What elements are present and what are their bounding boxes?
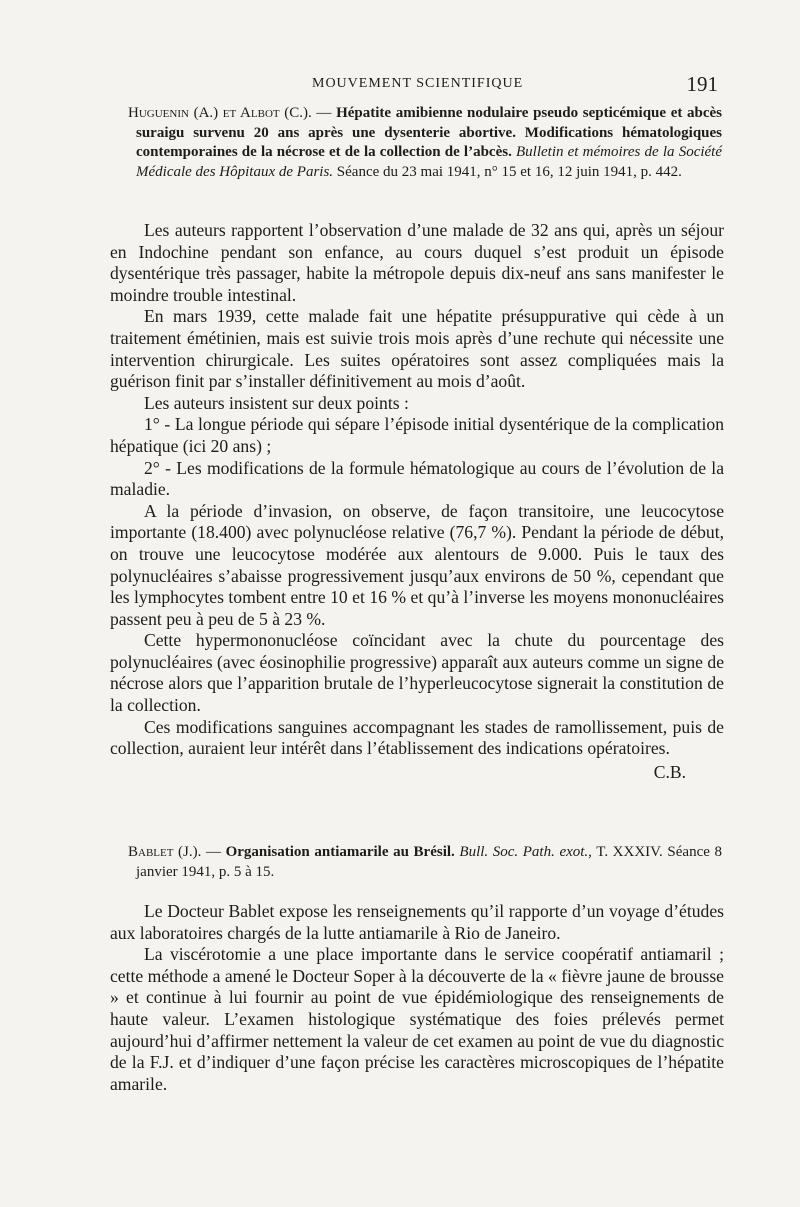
page-number: 191	[686, 72, 718, 96]
author-signature: C.B.	[653, 761, 686, 782]
running-header	[100, 72, 718, 94]
list-item: 1° - La longue période qui sépare l’épisode initial dysentérique de la complication hépatique (ici 20 ans) ;	[110, 414, 724, 456]
ref-details: Séance du 23 mai 1941, n° 15 et 16, 12 juin 1941, p. 442.	[333, 163, 682, 180]
ref-authors: Bablet (J.).	[128, 844, 202, 860]
ref-dash: —	[201, 844, 226, 860]
paragraph: Ces modifications sanguines accompagnant les stades de ramollissement, puis de collection, auraient leur intérêt dans l’établissement des indications opératoires.	[110, 716, 724, 759]
ref-journal: Bulletin et mémoires de la Société Médicale des Hôpitaux de Paris.	[136, 144, 723, 180]
list-item: 2° - Les modifications de la formule hématologique au cours de l’évolution de la maladie.	[110, 457, 724, 500]
paragraph: En mars 1939, cette malade fait une hépatite présuppurative qui cède à un traitement émétinien, mais est suivie trois mois après d’une rechute qui nécessite une intervention chirurgicale. Les suites opératoires sont assez compliquées mais la guérison finit par s’installer définitivement au mois d’août.	[110, 306, 724, 392]
paragraph: Cette hypermononucléose coïncidant avec la chute du pourcentage des polynucléaires (avec éosinophilie progressive) apparaît aux auteurs comme un signe de nécrose alors que l’apparition brutale de l’hyperleucocytose signerait la constitution de la collection.	[110, 630, 724, 716]
ref-details: T. XXXIV. Séance 8 janvier 1941, p. 5 à 15.	[136, 844, 722, 880]
paragraph: Les auteurs rapportent l’observation d’une malade de 32 ans qui, après un séjour en Indochine pendant son enfance, au cours duquel s’est produit un épisode dysentérique très passager, habite la métropole depuis dix-neuf ans sans manifester le moindre trouble intestinal.	[110, 220, 724, 305]
reference-bablet	[108, 843, 722, 882]
paragraph: Les auteurs insistent sur deux points :	[144, 392, 409, 413]
ref-title: Organisation antiamarile au Brésil.	[225, 844, 455, 860]
ref-title: Hépatite amibienne nodulaire pseudo septicémique et abcès suraigu survenu 20 ans après une dysenterie abortive. Modifications hématologiques contemporaines de la nécrose et de la collection de l’abcès.	[136, 105, 722, 161]
paragraph: A la période d’invasion, on observe, de façon transitoire, une leucocytose importante (18.400) avec polynucléose relative (76,7 %). Pendant la période de début, on trouve une leucocytose modérée aux alentours de 9.000. Puis le taux des polynucléaires s’abaisse progressivement jusqu’aux environs de 50 %, cependant que les lymphocytes tombent entre 10 et 16 % et qu’à l’inverse les moyens mononucléaires passent peu à peu de 5 à 23 %.	[110, 500, 724, 629]
paragraph: Le Docteur Bablet expose les renseignements qu’il rapporte d’un voyage d’études aux laboratoires chargés de la lutte antiamarile à Rio de Janeiro.	[110, 901, 724, 943]
running-title: MOUVEMENT SCIENTIFIQUE	[312, 76, 524, 91]
paragraph: La viscérotomie a une place importante dans le service coopératif antiamaril ; cette méthode a amené le Docteur Soper à la découverte de la « fièvre jaune de brousse » et continue à lui fournir au point de vue épidémiologique des renseignements de haute valeur. L’examen histologique systématique des foies prélevés permet aujourd’hui d’affirmer nettement la valeur de cet examen au point de vue du diagnostic de la F.J. et d’indiquer d’une façon précise les caractères microscopiques de l’hépatite amarile.	[110, 944, 724, 1094]
ref-dash: —	[311, 105, 337, 121]
ref-authors: Huguenin (A.) et Albot (C.).	[128, 105, 312, 121]
article-huguenin	[110, 220, 724, 783]
ref-journal: Bull. Soc. Path. exot.,	[459, 844, 592, 860]
reference-huguenin	[108, 104, 722, 182]
article-bablet	[110, 901, 724, 1095]
